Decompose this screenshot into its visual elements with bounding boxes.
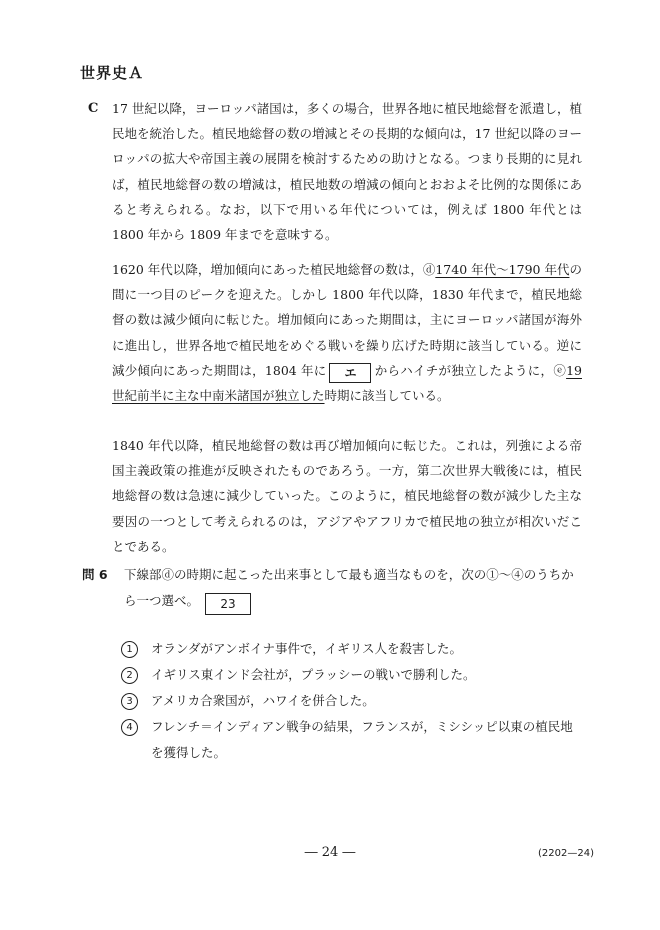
option-text-4: フレンチ＝インディアン戦争の結果，フランスが，ミシシッピ以東の植民地を獲得した。: [151, 719, 573, 760]
underline-marker-d: ⓓ: [422, 262, 436, 277]
passage-paragraph-3: [112, 433, 582, 559]
paragraph-1-text: 17 世紀以降，ヨーロッパ諸国は，多くの場合，世界各地に植民地総督を派遣し，植民地を統治した。植民地総督の数の増減とその長期的な傾向は，17 世紀以降のヨーロッパの拡大や帝国主義の展開を検討するための助けとなる。つまり長期的に見れば，植民地総督の数の増減は，植民地数の増減の傾向とおおよそ比例的な関係にあると考えられる。なお，以下で用いる年代については，例えば 1800 年代とは 1800 年から 1809 年までを意味する。: [112, 101, 582, 243]
option-number-1: 1: [121, 641, 138, 658]
passage-paragraph-2: [112, 257, 582, 408]
underline-d-text: 1740 年代～1790 年代: [435, 262, 570, 277]
option-1: [121, 636, 581, 662]
answer-number-box: 23: [205, 593, 251, 615]
question-text: [124, 562, 582, 615]
blank-box-e: エ: [329, 363, 371, 383]
option-2: [121, 662, 581, 688]
underline-marker-e: ⓔ: [553, 362, 567, 378]
option-4: [121, 714, 581, 766]
paragraph-2-text-a: 1620 年代以降，増加傾向にあった植民地総督の数は，: [112, 262, 423, 277]
page-number: ― 24 ―: [304, 845, 356, 860]
subject-heading: 世界史Ａ: [80, 64, 145, 82]
question-prompt: 下線部ⓓの時期に起こった出来事として最も適当なものを，次の①～④のうちから一つ選べ。: [124, 567, 574, 608]
option-number-4: 4: [121, 719, 138, 736]
exam-code: (2202—24): [538, 848, 594, 859]
paragraph-3-text: 1840 年代以降，植民地総督の数は再び増加傾向に転じた。これは，列強による帝国主義政策の推進が反映されたものであろう。一方，第二次世界大戦後には，植民地総督の数は急速に減少していった。このように，植民地総督の数が減少した主な要因の一つとして考えられるのは，アジアやアフリカで植民地の独立が相次いだことである。: [112, 438, 582, 554]
paragraph-2-text-d: 時期に該当している。: [324, 388, 450, 404]
paragraph-2-text-b: の間に一つ目のピークを迎えた。しかし 1800 年代以降，1830 年代まで，植民地総督の数は減少傾向に転じた。増加傾向にあった期間は，主にヨーロッパ諸国が海外に進出し，世界各地で植民地をめぐる戦いを繰り広げた時期に該当している。逆に減少傾向にあった期間は，1804 年に: [112, 262, 582, 378]
question-label: 問 6: [82, 567, 108, 582]
question-6: [82, 562, 582, 615]
underline-e-text: 19 世紀前半に主な中南米諸国が独立した: [112, 362, 582, 404]
option-text-1: オランダがアンボイナ事件で，イギリス人を殺害した。: [151, 641, 463, 656]
passage-paragraph-1: [88, 96, 582, 247]
paragraph-2-text-c: からハイチが独立したように，: [374, 362, 554, 378]
option-number-2: 2: [121, 667, 138, 684]
section-letter: C: [88, 101, 99, 116]
answer-options: [121, 636, 581, 766]
option-text-2: イギリス東インド会社が，プラッシーの戦いで勝利した。: [151, 667, 476, 682]
option-number-3: 3: [121, 693, 138, 710]
option-3: [121, 688, 581, 714]
option-text-3: アメリカ合衆国が，ハワイを併合した。: [151, 693, 375, 708]
